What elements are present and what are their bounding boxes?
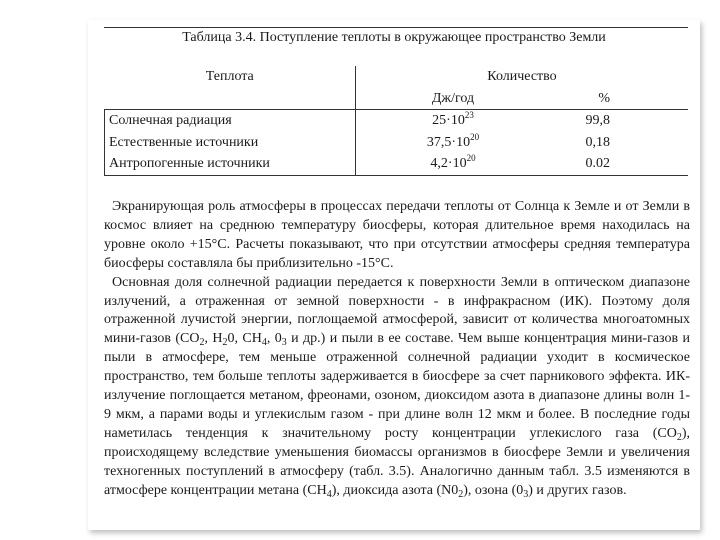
unit-joule: Дж/год [431,90,475,106]
row-joule: $25\cdot 10^{23}$ [356,110,551,132]
unit-percent: % [598,90,610,106]
table-row [105,153,689,175]
row-joule: $4,2\cdot 10^{20}$ [356,153,551,175]
row-percent: 0,18 [585,134,610,150]
row-joule: $37,5\cdot 10^{20}$ [426,131,480,150]
document-page [88,20,700,530]
paragraph-1: Экранирующая роль атмосферы в процессах передачи теплоты от Солнца к Земле и от Земли в космос влияет на среднюю температуру биосферы, которая длительное время находилась на уровне около +15°С. Расчеты показывают, что при отсутствии атмосферы средняя температура биосферы составляла бы приблизительно -15°С. [104,199,690,271]
table-row [105,132,689,154]
heat-table [104,66,688,176]
row-percent: 0.02 [550,153,688,175]
header-amount: Количество [487,69,557,84]
table-units-row [105,88,689,110]
row-name: Естественные источники [105,132,356,154]
header-heat: Теплота [105,66,356,88]
table-row [105,110,689,132]
top-rule [104,27,688,28]
table-header-row [105,66,689,88]
table-caption: Таблица 3.4. Поступление теплоты в окружающее пространство Земли [182,30,606,45]
body-text [104,198,690,501]
row-name: Солнечная радиация [105,110,356,132]
row-percent: 99,8 [550,110,688,132]
paragraph-2: Основная доля солнечной радиации передается к поверхности Земли в оптическом диапазоне излучений, а отраженная от земной поверхности - в инфракрасном (ИК). Поэтому доля отраженной лучистой энергии, поглощаемой атмосферой, зависит от количества многоатомных мини-газов ($СО_2$, $Н_20$, $СН_4$, $0_3$ и др.) и пыли в ее составе. Чем выше концентрация мини-газов и пыли в атмосфере, тем меньше отраженной солнечной радиации уходит в космическое пространство, тем больше теплоты задерживается в биосфере за счет парникового эффекта. ИК-излучение поглощается метаном, фреонами, озоном, диоксидом азота в диапазоне длины волн 1-9 мкм, а парами воды и углекислым газом - при длине волн 12 мкм и более. В последние годы наметилась тенденция к значительному росту концентрации углекислого газа $(СО_2)$, происходящему вследствие уменьшения биомассы организмов в биосфере Земли и увеличения техногенных поступлений в атмосферу (табл. 3.5). Аналогично данным табл. 3.5 изменяются в атмосфере концентрации метана $(СН_4)$, диоксида азота $(N0_2)$, озона $(0_3)$ и других газов. [104,274,690,500]
row-name: Антропогенные источники [105,153,356,175]
